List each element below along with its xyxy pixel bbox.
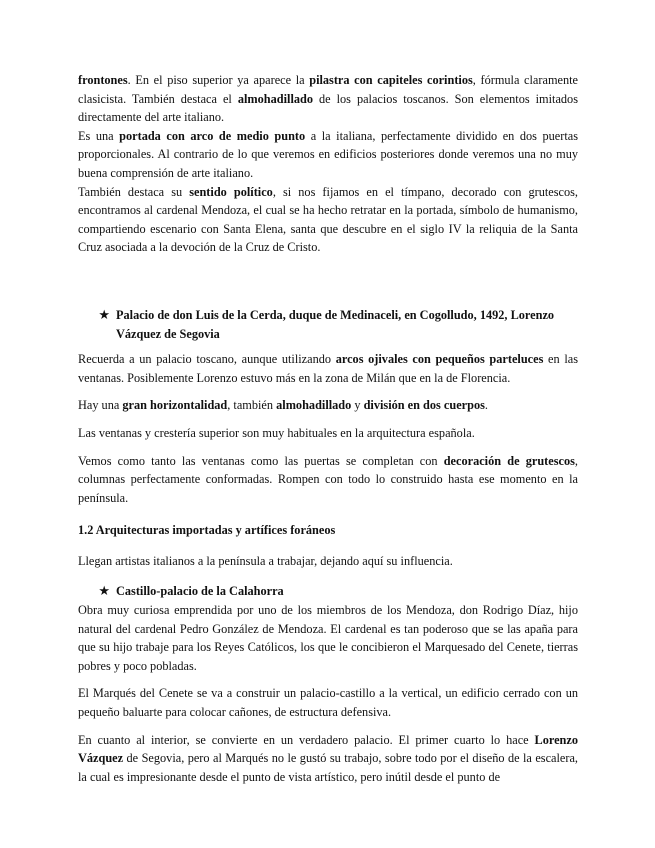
- paragraph-artistas-italianos: Llegan artistas italianos a la península a trabajar, dejando aquí su influencia.: [78, 553, 453, 568]
- bold-term: arcos ojivales con pequeños parteluces: [335, 352, 544, 367]
- paragraph-palacio-toscano: [78, 350, 578, 387]
- text-run: de Segovia, pero al Marqués no le gustó su trabajo, sobre todo por el diseño de la escalera, la cual es impresionante desde el punto de vista artístico, pero inútil desde el punto de: [78, 751, 578, 784]
- text-run: Vemos como tanto las ventanas como las puertas se completan con: [78, 453, 444, 468]
- bullet-item-calahorra: [78, 582, 578, 601]
- bold-term: pilastra con capiteles corintios: [309, 73, 473, 87]
- document-body: [78, 71, 578, 786]
- paragraph-mendoza: Obra muy curiosa emprendida por uno de los miembros de los Mendoza, don Rodrigo Díaz, hijo natural del cardenal Pedro González de Mendoza. El cardenal es tan poderoso que se las apaña para que su hijo trabaje para los Reyes Católicos, los que le concibieron el Marquesado del Cenete, tierras pobres y poco pobladas.: [78, 603, 578, 673]
- paragraph-interior: [78, 731, 578, 787]
- bold-term: frontones: [78, 73, 128, 87]
- paragraph-frontones: [78, 71, 578, 127]
- paragraph-sentido-politico: [78, 183, 578, 257]
- text-run: y: [351, 398, 364, 413]
- paragraph-grutescos: [78, 452, 578, 508]
- section-heading: 1.2 Arquitecturas importadas y artífices foráneos: [78, 523, 336, 538]
- text-run: , columnas perfectamente conformadas. Rompen con todo lo construido hasta ese momento en la península.: [78, 453, 578, 505]
- text-run: Hay una: [78, 398, 123, 413]
- text-run: Es una: [78, 128, 120, 143]
- paragraph-portada: [78, 127, 578, 183]
- bold-term: almohadillado: [237, 91, 313, 106]
- text-run: También destaca su: [78, 184, 190, 199]
- bullet-title: Palacio de don Luis de la Cerda, duque de Medinaceli, en Cogolludo, 1492, Lorenzo Vázquez de Segovia: [116, 307, 555, 341]
- text-run: En cuanto al interior, se convierte en un verdadero palacio. El primer cuarto lo hace: [78, 732, 535, 747]
- bold-term: Lorenzo Vázquez: [78, 732, 578, 766]
- text-run: .: [484, 398, 488, 413]
- text-run: , si nos fijamos en el tímpano, decorado con grutescos, encontramos al cardenal Mendoza, el cual se ha hecho retratar en la portada, símbolo de humanismo, compartiendo escenario con Santa Elena, santa que descubre en el siglo IV la reliquia de la Santa Cruz asociada a la devoción de la Cruz de Cristo.: [78, 184, 579, 255]
- bold-term: división en dos cuerpos: [363, 398, 485, 413]
- text-run: , fórmula claramente clasicista. También destaca el: [78, 73, 578, 106]
- bullet-item-palacio-cogolludo: [78, 306, 578, 343]
- bold-term: almohadillado: [276, 398, 352, 413]
- paragraph-cresteria: Las ventanas y crestería superior son muy habituales en la arquitectura española.: [78, 425, 475, 440]
- text-run: Recuerda a un palacio toscano, aunque utilizando: [78, 352, 336, 367]
- text-run: en las ventanas. Posiblemente Lorenzo estuvo más en la zona de Milán que en la de Florencia.: [78, 352, 578, 385]
- paragraph-marques-cenete: El Marqués del Cenete se va a construir un palacio-castillo a la vertical, un edificio cerrado con un pequeño baluarte para colocar cañones, de estructura defensiva.: [78, 686, 578, 720]
- paragraph-horizontalidad: [78, 396, 578, 415]
- text-run: a la italiana, perfectamente dividido en dos puertas proporcionales. Al contrario de lo que veremos en edificios posteriores donde veremos una no muy buena comprensión de arte italiano.: [78, 128, 578, 180]
- star-icon: ★: [98, 583, 110, 599]
- bold-term: gran horizontalidad: [122, 398, 228, 413]
- text-run: . En el piso superior ya aparece la: [127, 73, 310, 87]
- bold-term: portada con arco de medio punto: [119, 128, 306, 143]
- bullet-title: Castillo-palacio de la Calahorra: [116, 584, 284, 599]
- text-run: de los palacios toscanos. Son elementos imitados directamente del arte italiano.: [78, 91, 578, 125]
- text-run: , también: [227, 398, 277, 413]
- bold-term: sentido político: [189, 184, 273, 199]
- bold-term: decoración de grutescos: [443, 453, 575, 468]
- star-icon: ★: [98, 306, 110, 322]
